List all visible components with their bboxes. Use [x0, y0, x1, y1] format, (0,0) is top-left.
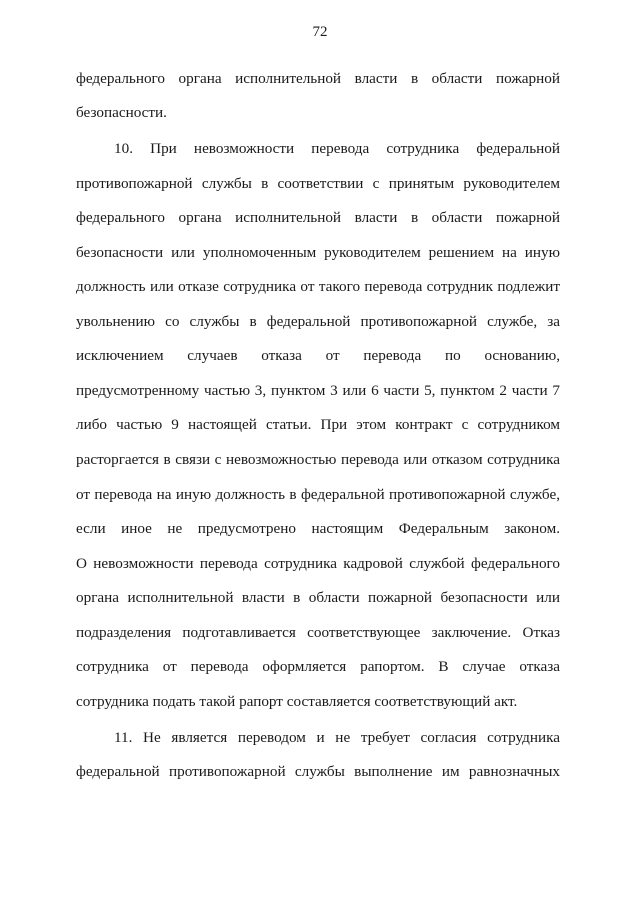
text-line: увольнению со службы в федеральной противопожарной службе, за — [76, 313, 560, 330]
text-line: от перевода на иную должность в федеральной противопожарной службе, — [76, 486, 560, 503]
text-line: сотрудника от перевода оформляется рапортом. В случае отказа — [76, 658, 560, 675]
paragraph-10-first-line: 10. При невозможности перевода сотрудника федеральной — [114, 140, 560, 157]
text-line: сотрудника подать такой рапорт составляется соответствующий акт. — [76, 693, 518, 710]
text-line: предусмотренному частью 3, пунктом 3 или 6 части 5, пунктом 2 части 7 — [76, 382, 560, 399]
text-line: должность или отказе сотрудника от такого перевода сотрудник подлежит — [76, 278, 560, 295]
text-line: безопасности или уполномоченным руководителем решением на иную — [76, 244, 560, 261]
text-line: расторгается в связи с невозможностью перевода или отказом сотрудника — [76, 451, 560, 468]
text-line: федеральной противопожарной службы выполнение им равнозначных — [76, 763, 560, 780]
paragraph-11-first-line: 11. Не является переводом и не требует согласия сотрудника — [114, 729, 560, 746]
text-line: федерального органа исполнительной власти в области пожарной — [76, 209, 560, 226]
text-line: федерального органа исполнительной власти в области пожарной — [76, 70, 560, 87]
text-line: О невозможности перевода сотрудника кадровой службой федерального — [76, 555, 560, 572]
page-number: 72 — [312, 24, 328, 40]
text-line: исключением случаев отказа от перевода по основанию, — [76, 347, 560, 364]
text-line: если иное не предусмотрено настоящим Федеральным законом. — [76, 520, 560, 537]
text-line: противопожарной службы в соответствии с принятым руководителем — [76, 175, 560, 192]
text-line: подразделения подготавливается соответствующее заключение. Отказ — [76, 624, 560, 641]
text-line: либо частью 9 настоящей статьи. При этом контракт с сотрудником — [76, 416, 560, 433]
text-line: безопасности. — [76, 104, 167, 121]
text-line: органа исполнительной власти в области пожарной безопасности или — [76, 589, 560, 606]
